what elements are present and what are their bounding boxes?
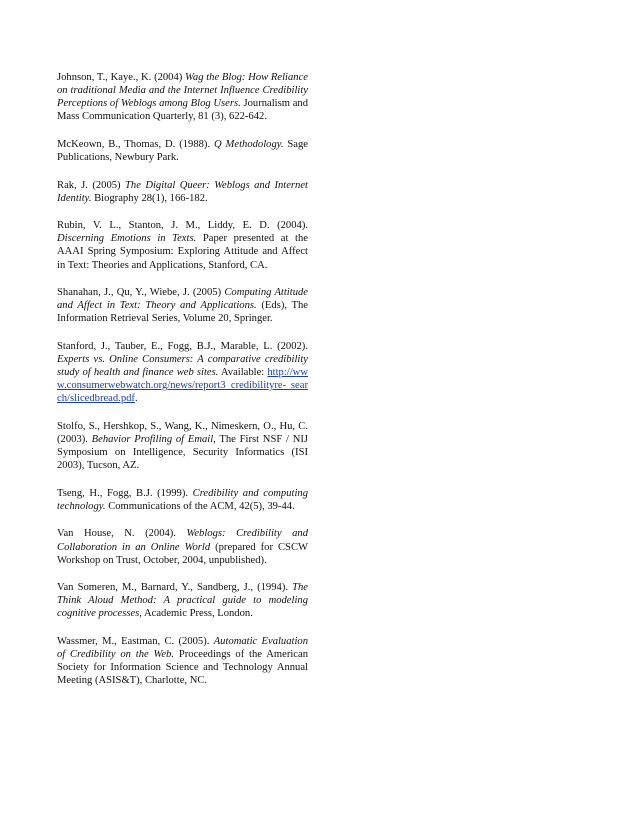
reference-text: Proceedings of the American Society for Information Science and Technology Annual Meeting (ASIS&T), Charlotte, NC. [57, 649, 308, 687]
reference-title: The Think Aloud Method: A practical guide to modeling cognitive processes, [57, 582, 308, 620]
reference-text: Stanford, J., Tauber, E., Fogg, B.J., Marable, L. (2002). [57, 340, 308, 352]
reference-title: Discerning Emotions in Texts. [57, 233, 197, 245]
reference-text: Sage Publications, Newbury Park. [57, 138, 309, 163]
reference-text: Wassmer, M., Eastman, C. (2005). [57, 636, 214, 647]
reference-list [57, 71, 308, 702]
reference-title: Weblogs: Credibility and Collaboration in an Online World [57, 528, 308, 553]
reference-text: Available: [218, 367, 268, 379]
reference-title: Wag the Blog: How Reliance on traditional Media and the Internet Influence Credibility Perceptions of Weblogs among Blog Users. [57, 72, 308, 110]
reference-entry [57, 286, 308, 325]
reference-entry [57, 527, 308, 566]
reference-text: Rak, J. (2005) [57, 179, 126, 191]
reference-text: (prepared for CSCW Workshop on Trust, October, 2004, unpublished). [57, 541, 309, 566]
reference-entry [57, 581, 308, 620]
reference-text: Stolfo, S., Hershkop, S., Wang, K., Nimeskern, O., Hu, C. (2003). [57, 420, 308, 445]
reference-entry [57, 340, 308, 405]
reference-entry [57, 635, 308, 687]
reference-title: Computing Attitude and Affect in Text: Theory and Applications. [57, 287, 308, 312]
reference-text: Communications of the ACM, 42(5), 39-44. [105, 500, 295, 512]
reference-text: Academic Press, London. [141, 608, 253, 620]
reference-title: Q Methodology. [214, 138, 284, 150]
reference-title: The Digital Queer: Weblogs and Internet Identity. [57, 179, 308, 204]
reference-text: McKeown, B., Thomas, D. (1988). [57, 138, 214, 150]
reference-text: Rubin, V. L., Stanton, J. M., Liddy, E. D. (2004). [57, 220, 308, 232]
reference-entry [57, 420, 308, 472]
reference-text: Tseng, H., Fogg, B.J. (1999). [57, 487, 193, 499]
reference-entry [57, 487, 308, 513]
reference-text: Paper presented at the AAAI Spring Symposium: Exploring Attitude and Affect in Text: Theories and Applications, Stanford, CA. [57, 233, 308, 271]
reference-title: Behavior Profiling of Email [91, 433, 214, 445]
reference-text: Journalism and Mass Communication Quarterly, 81 (3), 622-642. [57, 98, 308, 123]
reference-text: Johnson, T., Kaye., K. (2004) [57, 72, 186, 83]
reference-title: Credibility and computing technology. [57, 487, 308, 512]
reference-title: Automatic Evaluation of Credibility on the Web. [57, 636, 309, 661]
reference-entry [57, 179, 308, 205]
reference-text: (Eds), The Information Retrieval Series, Volume 20, Springer. [57, 300, 309, 325]
reference-entry [57, 138, 308, 164]
reference-text: Biography 28(1), 166-182. [91, 192, 208, 204]
reference-title: Experts vs. Online Consumers: A comparative credibility study of health and finance web sites. [57, 354, 308, 379]
reference-text: Van Someren, M., Barnard, Y., Sandberg, J., (1994). [57, 582, 293, 594]
reference-text: Van House, N. (2004). [57, 528, 187, 540]
reference-entry [57, 71, 308, 123]
reference-text: , The First NSF / NIJ Symposium on Intelligence, Security Informatics (ISI 2003), Tucson, AZ. [57, 433, 308, 472]
reference-entry [57, 219, 308, 271]
reference-text: Shanahan, J., Qu, Y., Wiebe, J. (2005) [57, 287, 225, 299]
reference-text: . [134, 393, 138, 405]
reference-url-link[interactable]: http://www.consumerwebwatch.org/news/report3_credibilityre- search/slicedbread.pdf [57, 367, 308, 405]
